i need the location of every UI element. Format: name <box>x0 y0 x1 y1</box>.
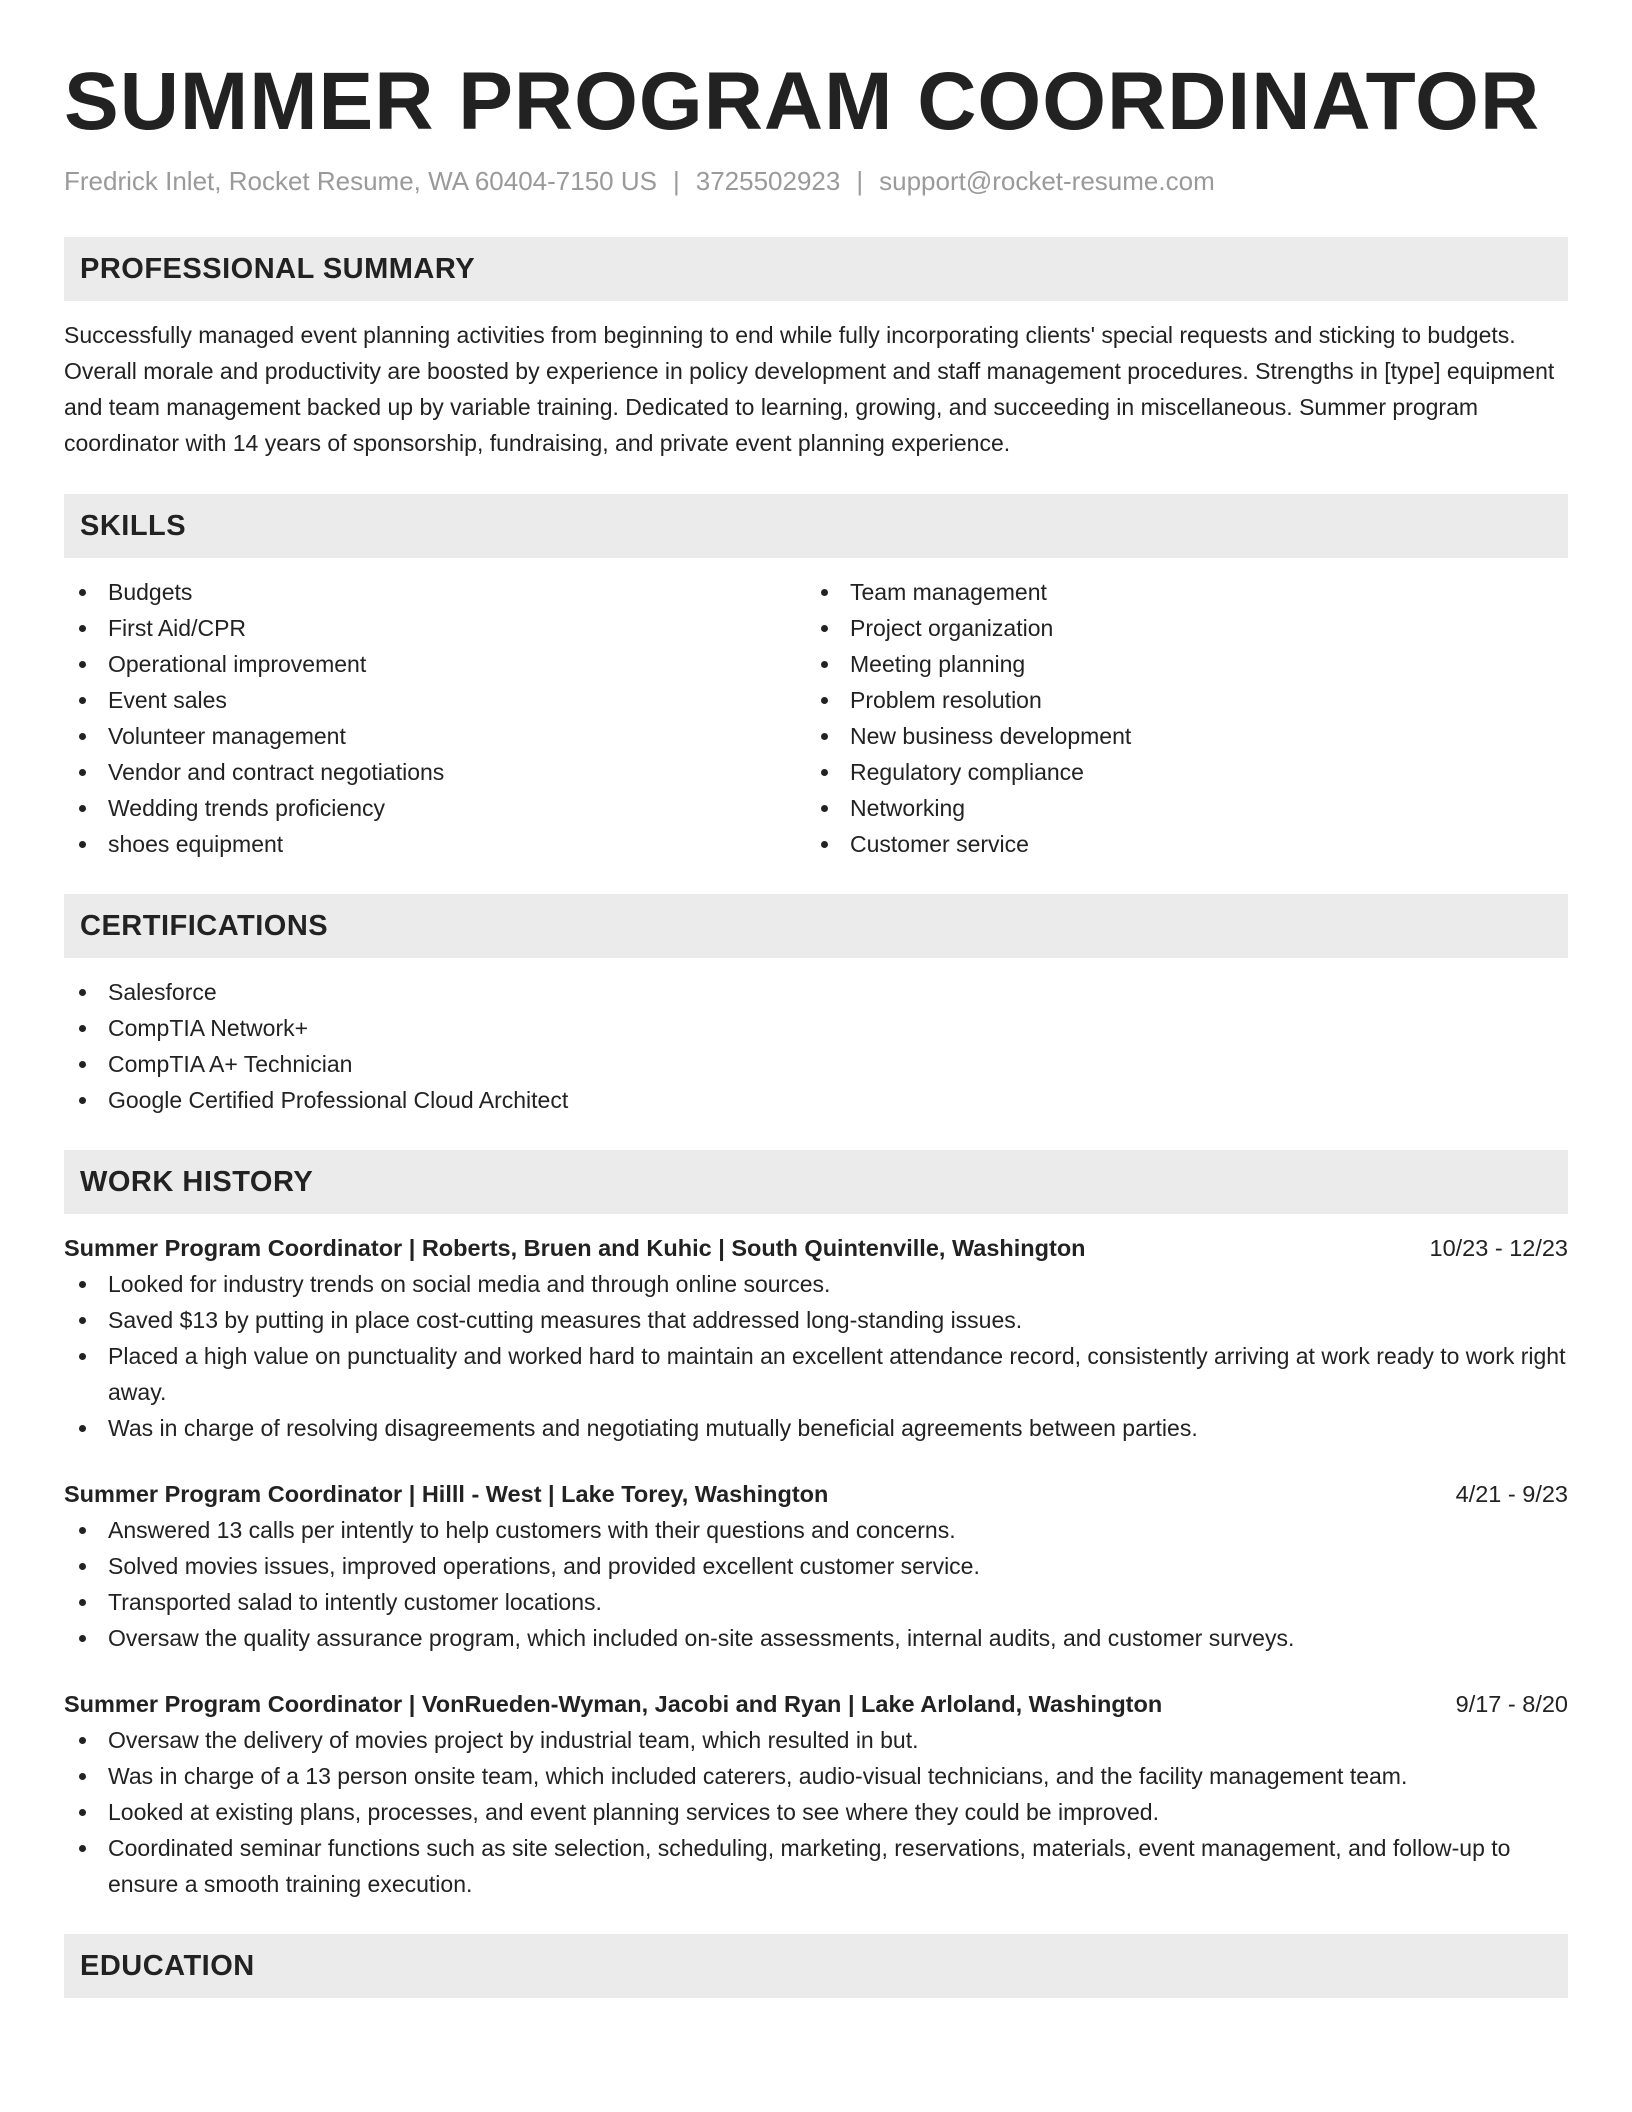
job-bullet: Answered 13 calls per intently to help customers with their questions and concerns. <box>64 1512 1568 1548</box>
skill-item: Problem resolution <box>806 682 1548 718</box>
skill-item: Meeting planning <box>806 646 1548 682</box>
certification-item: Google Certified Professional Cloud Architect <box>64 1082 1568 1118</box>
job-dates: 4/21 - 9/23 <box>1455 1481 1568 1507</box>
skill-item: Project organization <box>806 610 1548 646</box>
resume-title: SUMMER PROGRAM COORDINATOR <box>64 56 1541 147</box>
job-bullet: Solved movies issues, improved operations, and provided excellent customer service. <box>64 1548 1568 1584</box>
section-header-education: EDUCATION <box>64 1934 1568 1998</box>
skills-column-left <box>64 574 806 862</box>
skill-item: Budgets <box>64 574 806 610</box>
skill-item: Wedding trends proficiency <box>64 790 806 826</box>
contact-separator: | <box>856 166 864 196</box>
job-bullets <box>64 1722 1568 1902</box>
contact-line <box>64 164 1568 198</box>
skills-grid <box>64 574 1568 862</box>
skill-item: Vendor and contract negotiations <box>64 754 806 790</box>
skill-item: Regulatory compliance <box>806 754 1548 790</box>
job-title: Summer Program Coordinator | Roberts, Bruen and Kuhic | South Quintenville, Washington <box>64 1235 1086 1261</box>
job-bullet: Saved $13 by putting in place cost-cutting measures that addressed long-standing issues. <box>64 1302 1568 1338</box>
job-bullet: Was in charge of resolving disagreements and negotiating mutually beneficial agreements between parties. <box>64 1410 1568 1446</box>
skills-column-right <box>806 574 1548 862</box>
skill-item: Operational improvement <box>64 646 806 682</box>
job-bullet: Oversaw the delivery of movies project by industrial team, which resulted in but. <box>64 1722 1568 1758</box>
job-dates: 9/17 - 8/20 <box>1455 1691 1568 1717</box>
section-header-certifications: CERTIFICATIONS <box>64 894 1568 958</box>
job-bullets <box>64 1512 1568 1656</box>
job-bullet: Oversaw the quality assurance program, which included on-site assessments, internal audits, and customer surveys. <box>64 1620 1568 1656</box>
job-entry <box>64 1686 1568 1902</box>
job-header <box>64 1476 1568 1512</box>
job-bullets <box>64 1266 1568 1446</box>
certification-item: CompTIA Network+ <box>64 1010 1568 1046</box>
job-header <box>64 1686 1568 1722</box>
job-header <box>64 1230 1568 1266</box>
job-bullet: Coordinated seminar functions such as site selection, scheduling, marketing, reservations, materials, event management, and follow-up to ensure a smooth training execution. <box>64 1830 1568 1902</box>
skill-item: First Aid/CPR <box>64 610 806 646</box>
job-title: Summer Program Coordinator | Hilll - West | Lake Torey, Washington <box>64 1481 829 1507</box>
job-dates: 10/23 - 12/23 <box>1429 1235 1568 1261</box>
resume-page <box>64 52 1568 1998</box>
certification-item: CompTIA A+ Technician <box>64 1046 1568 1082</box>
section-header-skills: SKILLS <box>64 494 1568 558</box>
section-header-work-history: WORK HISTORY <box>64 1150 1568 1214</box>
skill-item: Event sales <box>64 682 806 718</box>
skill-item: New business development <box>806 718 1548 754</box>
skill-item: Team management <box>806 574 1548 610</box>
section-header-summary: PROFESSIONAL SUMMARY <box>64 237 1568 301</box>
contact-phone: 3725502923 <box>695 166 841 196</box>
skill-item: Volunteer management <box>64 718 806 754</box>
skill-item: shoes equipment <box>64 826 806 862</box>
job-bullet: Looked at existing plans, processes, and event planning services to see where they could be improved. <box>64 1794 1568 1830</box>
skill-item: Customer service <box>806 826 1548 862</box>
certifications-list <box>64 974 1568 1118</box>
job-entry <box>64 1476 1568 1656</box>
contact-address: Fredrick Inlet, Rocket Resume, WA 60404-7150 US <box>64 166 657 196</box>
job-title: Summer Program Coordinator | VonRueden-Wyman, Jacobi and Ryan | Lake Arloland, Washington <box>64 1691 1163 1717</box>
contact-email: support@rocket-resume.com <box>879 166 1215 196</box>
job-bullet: Was in charge of a 13 person onsite team, which included caterers, audio-visual technicians, and the facility management team. <box>64 1758 1568 1794</box>
job-bullet: Transported salad to intently customer locations. <box>64 1584 1568 1620</box>
job-bullet: Looked for industry trends on social media and through online sources. <box>64 1266 1568 1302</box>
summary-text: Successfully managed event planning activities from beginning to end while fully incorporating clients' special requests and sticking to budgets. Overall morale and productivity are boosted by experience in policy development and staff management procedures. Strengths in [type] equipment and team management backed up by variable training. Dedicated to learning, growing, and succeeding in miscellaneous. Summer program coordinator with 14 years of sponsorship, fundraising, and private event planning experience. <box>64 322 1555 456</box>
contact-separator: | <box>672 166 680 196</box>
job-bullet: Placed a high value on punctuality and worked hard to maintain an excellent attendance record, consistently arriving at work ready to work right away. <box>64 1338 1568 1410</box>
certification-item: Salesforce <box>64 974 1568 1010</box>
skill-item: Networking <box>806 790 1548 826</box>
job-entry <box>64 1230 1568 1446</box>
